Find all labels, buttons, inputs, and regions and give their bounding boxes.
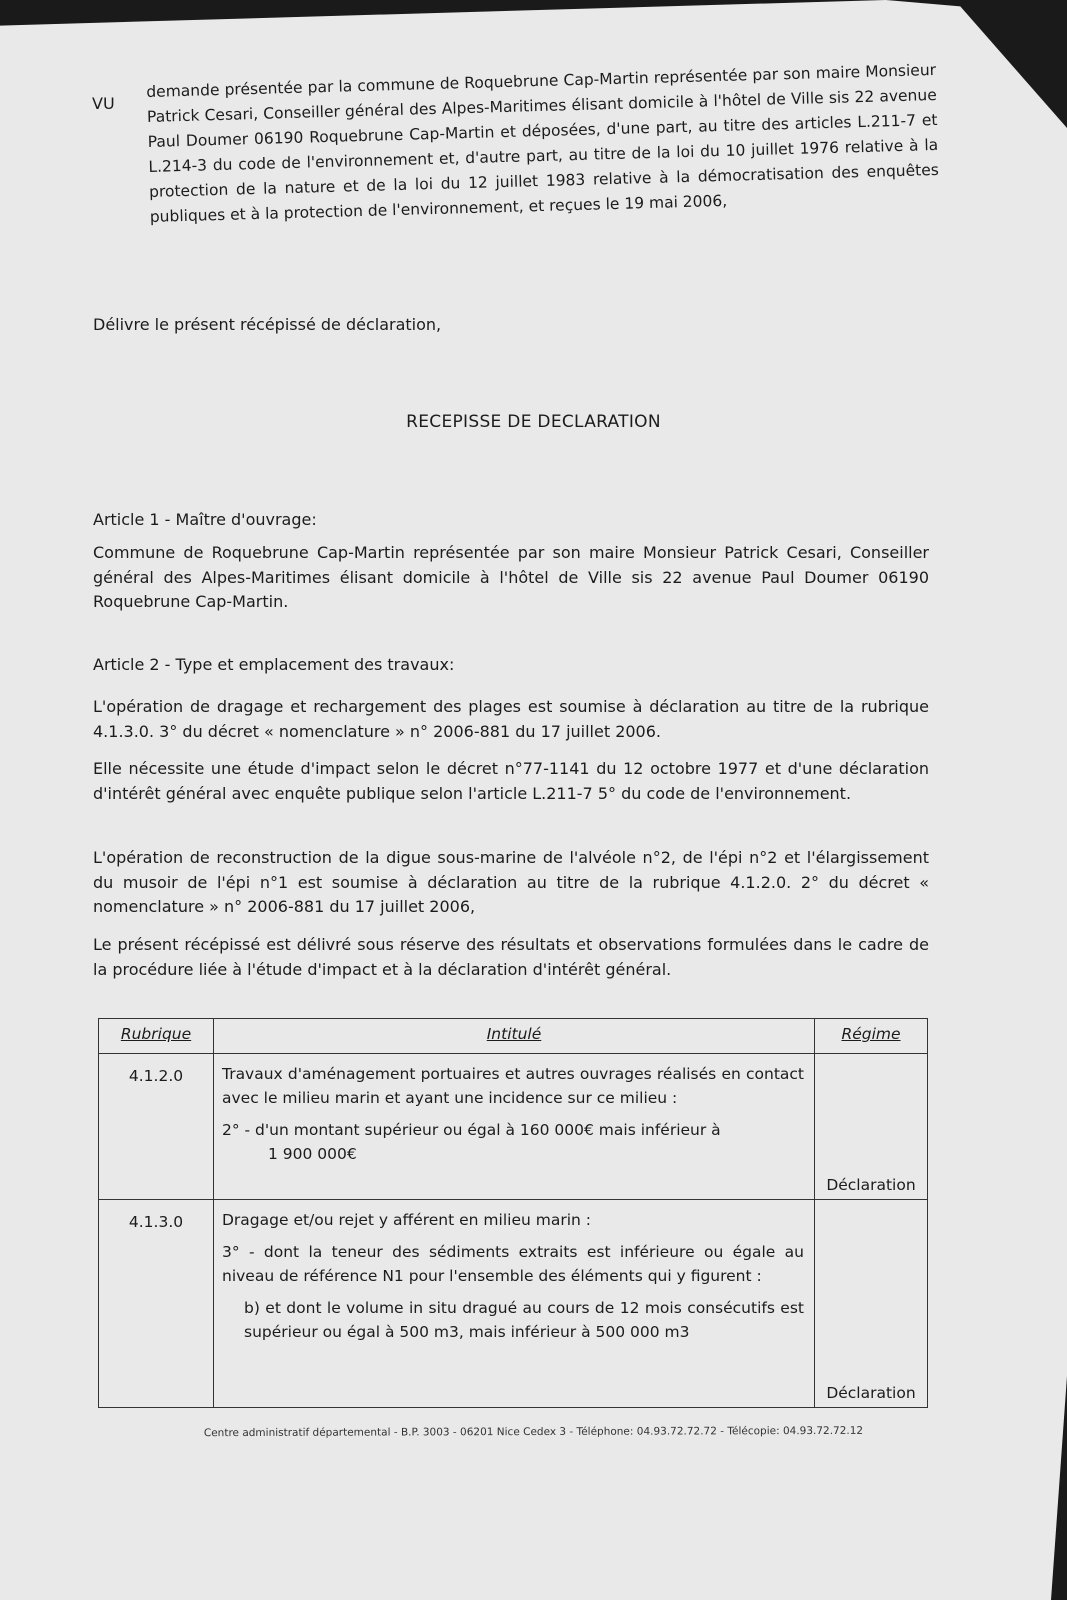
- vu-paragraph: demande présentée par la commune de Roquebrune Cap-Martin représentée par son maire Monsieur Patrick Cesari, Conseiller général des Alpes-Maritimes élisant domicile à l'hôtel de Ville sis 22 avenue Paul Doumer 06190 Roquebrune Cap-Martin et déposées, d'une part, au titre des articles L.211-7 et L.214-3 du code de l'environnement et, d'autre part, au titre de la loi du 10 juillet 1976 relative à la protection de la nature et de la loi du 12 juillet 1983 relative à la démocratisation des enquêtes publiques et à la protection de l'environnement, et reçues le 19 mai 2006,: [146, 60, 940, 226]
- row-code: 4.1.2.0: [99, 1054, 214, 1200]
- header-rubrique: Rubrique: [99, 1019, 214, 1054]
- header-intitule: Intitulé: [214, 1019, 815, 1054]
- row-regime: [815, 1054, 928, 1200]
- page-footer: Centre administratif départemental - B.P. 3003 - 06201 Nice Cedex 3 - Téléphone: 04.93.72.72.72 - Télécopie: 04.93.72.72.12: [203, 1424, 864, 1440]
- article2-paragraph-3: L'opération de reconstruction de la digue sous-marine de l'alvéole n°2, de l'épi n°2 et l'élargissement du musoir de l'épi n°1 est soumise à déclaration au titre de la rubrique 4.1.2.0. 2° du décret « nomenclature » n° 2006-881 du 17 juillet 2006,: [93, 848, 929, 916]
- row-desc-subline-a: 2° - d'un montant supérieur ou égal à 160 000€ mais inférieur à: [222, 1121, 721, 1139]
- article2-paragraph-4: Le présent récépissé est délivré sous réserve des résultats et observations formulées dans le cadre de la procédure liée à l'étude d'impact et à la déclaration d'intérêt général.: [93, 935, 929, 979]
- row-desc-line: Dragage et/ou rejet y afférent en milieu marin :: [222, 1211, 591, 1229]
- row-description: [214, 1200, 815, 1408]
- table-row: [99, 1054, 928, 1200]
- vu-label: VU: [92, 94, 115, 113]
- row-regime-label: Déclaration: [826, 1384, 916, 1402]
- delivers-statement: Délivre le présent récépissé de déclaration,: [93, 315, 442, 334]
- row-regime-label: Déclaration: [826, 1176, 916, 1194]
- row-desc-subline: b) et dont le volume in situ dragué au cours de 12 mois consécutifs est supérieur ou égal à 500 m3, mais inférieur à 500 000 m3: [244, 1299, 804, 1341]
- table-row: [99, 1200, 928, 1408]
- document-title: RECEPISSE DE DECLARATION: [406, 412, 661, 432]
- table-header-row: [99, 1019, 928, 1054]
- article2-paragraph-2: Elle nécessite une étude d'impact selon le décret n°77-1141 du 12 octobre 1977 et d'une déclaration d'intérêt général avec enquête publique selon l'article L.211-7 5° du code de l'environnement.: [93, 759, 929, 803]
- row-desc-line: Travaux d'aménagement portuaires et autres ouvrages réalisés en contact avec le milieu marin et ayant une incidence sur ce milieu :: [222, 1065, 804, 1107]
- article1-heading: Article 1 - Maître d'ouvrage:: [93, 510, 317, 529]
- rubrique-table: [98, 1018, 928, 1408]
- article1-text: Commune de Roquebrune Cap-Martin représentée par son maire Monsieur Patrick Cesari, Conseiller général des Alpes-Maritimes élisant domicile à l'hôtel de Ville sis 22 avenue Paul Doumer 06190 Roquebrune Cap-Martin.: [93, 543, 929, 611]
- header-regime: Régime: [815, 1019, 928, 1054]
- row-desc-subline: 3° - dont la teneur des sédiments extraits est inférieure ou égale au niveau de référence N1 pour l'ensemble des éléments qui y figurent :: [222, 1243, 804, 1285]
- article2-paragraph-1: L'opération de dragage et rechargement des plages est soumise à déclaration au titre de la rubrique 4.1.3.0. 3° du décret « nomenclature » n° 2006-881 du 17 juillet 2006.: [93, 697, 929, 741]
- row-regime: [815, 1200, 928, 1408]
- row-description: [214, 1054, 815, 1200]
- row-desc-subline: [222, 1118, 804, 1166]
- row-desc-subline-b: 1 900 000€: [268, 1145, 357, 1163]
- row-code: 4.1.3.0: [99, 1200, 214, 1408]
- article2-heading: Article 2 - Type et emplacement des travaux:: [93, 655, 455, 674]
